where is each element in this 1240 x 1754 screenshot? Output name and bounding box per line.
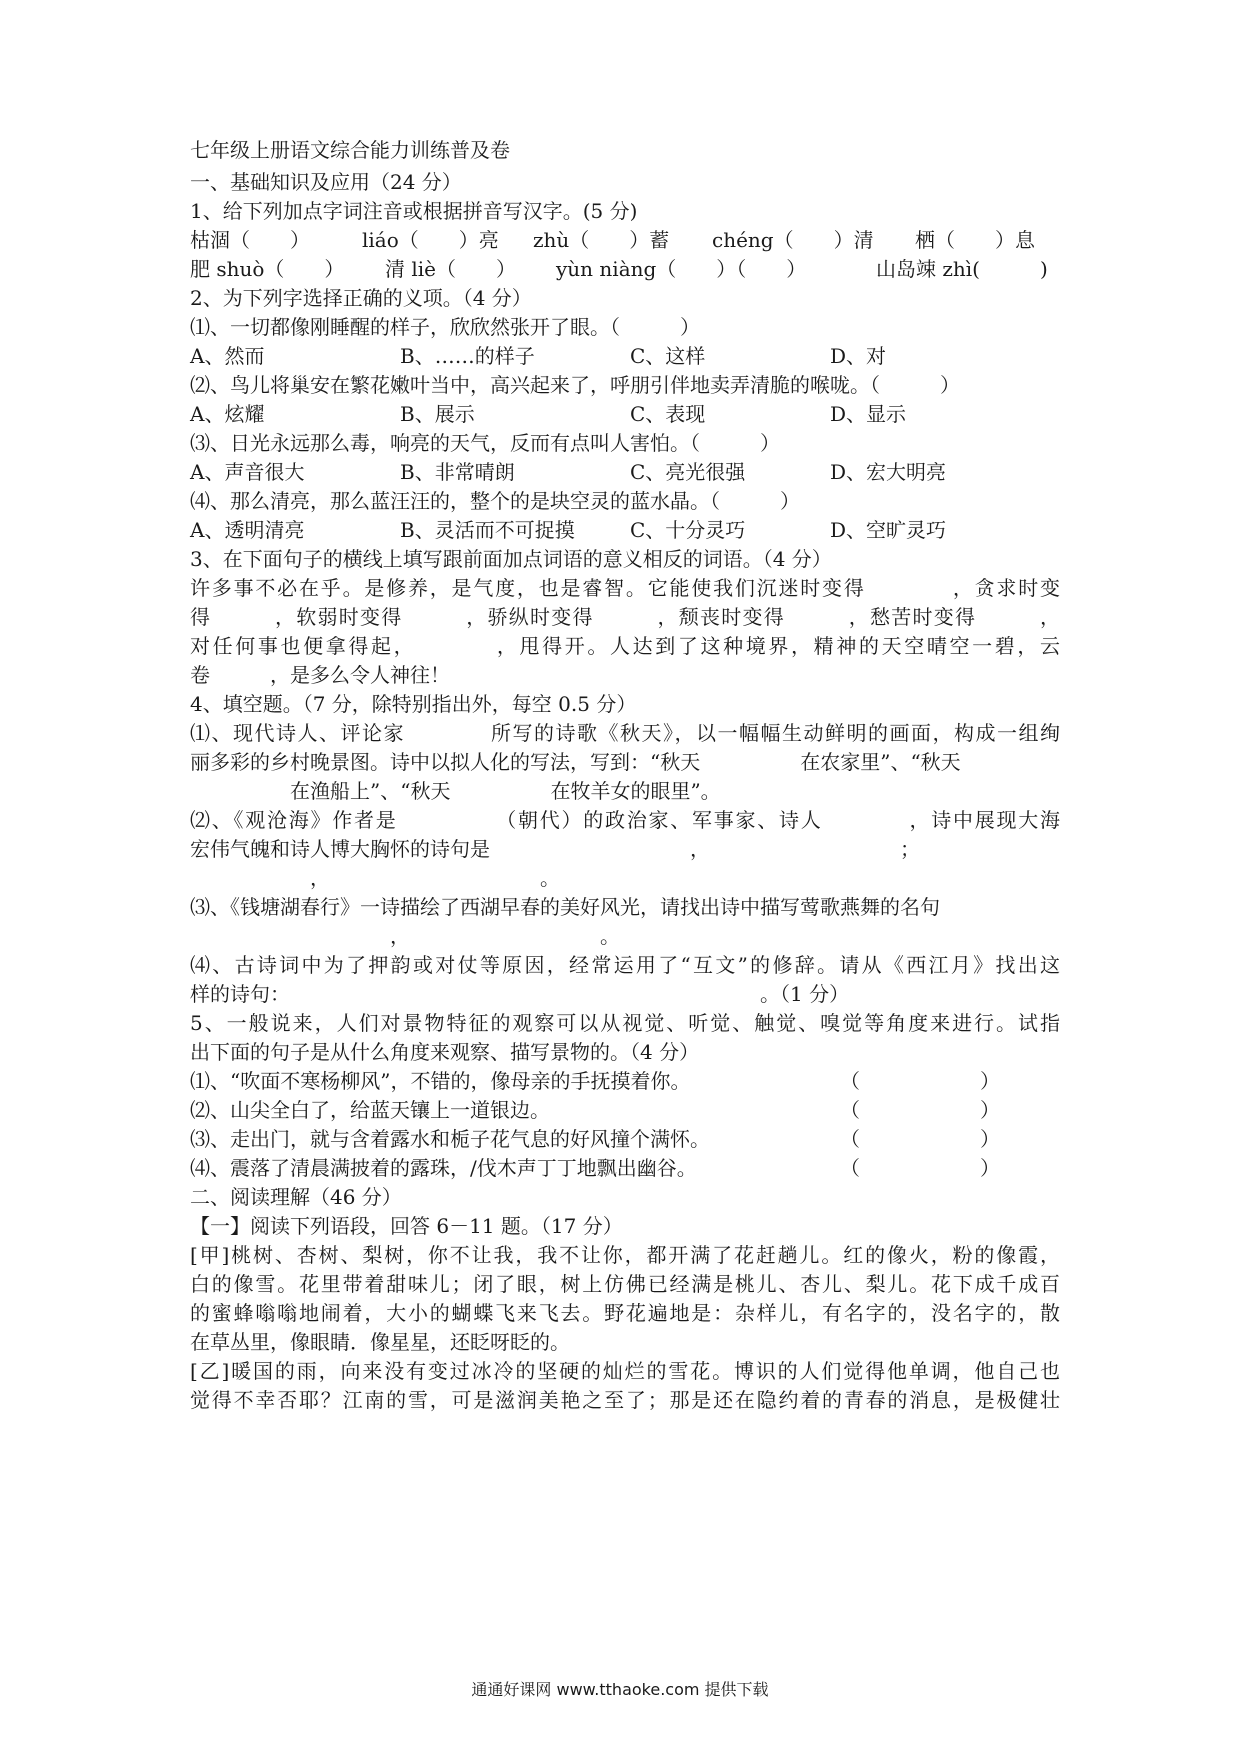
question-4-line: ⑷、古诗词中为了押韵或对仗等原因，经常运用了“互文”的修辞。请从《西江月》找出这: [190, 953, 1060, 977]
question-5-item: [190, 1156, 1060, 1180]
passage-jia-line: 白的像雪。花里带着甜味儿；闭了眼，树上仿佛已经满是桃儿、杏儿、梨儿。花下成千成百: [190, 1272, 1060, 1296]
question-3-line: 许多事不必在乎。是修养，是气度，也是睿智。它能使我们沉迷时变得 ，贪求时变: [190, 576, 1060, 600]
question-4-stem: 4、填空题。（7 分，除特别指出外，每空 0.5 分）: [190, 692, 637, 716]
question-4-line: 在渔船上”、“秋天 在牧羊女的眼里”。: [190, 779, 721, 803]
pinyin-item: 山岛竦 zhì( ): [876, 257, 1048, 281]
passage-jia-line: [甲]桃树、杏树、梨树，你不让我，我不让你，都开满了花赶趟儿。红的像火，粉的像霞，: [190, 1243, 1060, 1267]
option-d: D、空旷灵巧: [830, 518, 947, 542]
passage-jia-line: 的蜜蜂嗡嗡地闹着，大小的蝴蝶飞来飞去。野花遍地是：杂样儿，有名字的，没名字的，散: [190, 1301, 1060, 1325]
question-3-line: 得 ，软弱时变得 ，骄纵时变得 ，颓丧时变得 ，愁苦时变得 ，: [190, 605, 1060, 629]
section-heading-basic: 一、基础知识及应用（24 分）: [190, 170, 462, 194]
question-3-line: 卷 ，是多么令人神往！: [190, 663, 450, 687]
answer-paren: （ ）: [840, 1156, 1000, 1180]
option-a: A、声音很大: [190, 460, 305, 484]
pinyin-item: yùn niàng（ ）（ ）: [556, 257, 807, 281]
question-3-stem: 3、在下面句子的横线上填写跟前面加点词语的意义相反的词语。（4 分）: [190, 547, 832, 571]
item-text: ⑵、山尖全白了，给蓝天镶上一道银边。: [190, 1098, 550, 1122]
option-d: D、显示: [830, 402, 907, 426]
pinyin-item: 枯涸（ ）: [190, 228, 310, 252]
option-a: A、然而: [190, 344, 265, 368]
question-1-row-1: [190, 228, 1060, 252]
answer-paren: （ ）: [840, 1127, 1000, 1151]
question-4-line: ⑴、现代诗人、评论家 所写的诗歌《秋天》，以一幅幅生动鲜明的画面，构成一组绚: [190, 721, 1060, 745]
question-5-stem: 出下面的句子是从什么角度来观察、描写景物的。（4 分）: [190, 1040, 700, 1064]
pinyin-item: 肥 shuò（ ）: [190, 257, 345, 281]
question-4-line: ， 。: [190, 924, 620, 948]
question-4-line: 样的诗句： 。（1 分）: [190, 982, 850, 1006]
option-d: D、对: [830, 344, 887, 368]
item-text: ⑶、走出门，就与含着露水和栀子花气息的好风撞个满怀。: [190, 1127, 710, 1151]
option-a: A、炫耀: [190, 402, 265, 426]
item-text: ⑴、“吹面不寒杨柳风”，不错的，像母亲的手抚摸着你。: [190, 1069, 691, 1093]
question-2-sentence: ⑷、那么清亮，那么蓝汪汪的，整个的是块空灵的蓝水晶。（ ）: [190, 489, 800, 513]
question-2-options: [190, 344, 1060, 368]
option-c: C、这样: [630, 344, 706, 368]
question-4-line: ⑵、《观沧海》作者是 （朝代）的政治家、军事家、诗人 ，诗中展现大海: [190, 808, 1060, 832]
question-2-sentence: ⑴、一切都像刚睡醒的样子，欣欣然张开了眼。（ ）: [190, 315, 700, 339]
question-3-line: 对任何事也便拿得起， ，甩得开。人达到了这种境界，精神的天空晴空一碧，云: [190, 634, 1060, 658]
option-b: B、灵活而不可捉摸: [400, 518, 575, 542]
question-2-options: [190, 460, 1060, 484]
question-4-line: ⑶、《钱塘湖春行》一诗描绘了西湖早春的美好风光，请找出诗中描写莺歌燕舞的名句: [190, 895, 940, 919]
reading-part-1-title: 【一】阅读下列语段，回答 6－11 题。（17 分）: [190, 1214, 623, 1238]
option-c: C、亮光很强: [630, 460, 746, 484]
question-2-sentence: ⑶、日光永远那么毒，响亮的天气，反而有点叫人害怕。（ ）: [190, 431, 780, 455]
pinyin-item: chéng（ ）清: [712, 228, 874, 252]
pinyin-item: 栖（ ）息: [915, 228, 1035, 252]
question-5-item: [190, 1127, 1060, 1151]
question-4-line: 宏伟气魄和诗人博大胸怀的诗句是 ， ；: [190, 837, 920, 861]
document-title: 七年级上册语文综合能力训练普及卷: [190, 138, 510, 162]
question-5-item: [190, 1098, 1060, 1122]
question-1-stem: 1、给下列加点字词注音或根据拼音写汉字。(5 分): [190, 199, 638, 223]
option-c: C、表现: [630, 402, 706, 426]
question-4-line: ， 。: [190, 866, 560, 890]
option-b: B、……的样子: [400, 344, 535, 368]
question-4-line: 丽多彩的乡村晚景图。诗中以拟人化的写法，写到：“秋天 在农家里”、“秋天: [190, 750, 961, 774]
passage-yi-line: [乙]暖国的雨，向来没有变过冰冷的坚硬的灿烂的雪花。博识的人们觉得他单调，他自己也: [190, 1359, 1060, 1383]
answer-paren: （ ）: [840, 1069, 1000, 1093]
question-2-sentence: ⑵、鸟儿将巢安在繁花嫩叶当中，高兴起来了，呼朋引伴地卖弄清脆的喉咙。（ ）: [190, 373, 960, 397]
question-2-options: [190, 518, 1060, 542]
question-2-stem: 2、为下列字选择正确的义项。（4 分）: [190, 286, 532, 310]
page-footer: 通通好课网 www.tthaoke.com 提供下载: [471, 1680, 769, 1699]
option-d: D、宏大明亮: [830, 460, 947, 484]
question-5-item: [190, 1069, 1060, 1093]
passage-jia-line: 在草丛里，像眼睛．像星星，还眨呀眨的。: [190, 1330, 570, 1354]
section-heading-reading: 二、阅读理解（46 分）: [190, 1185, 402, 1209]
option-b: B、非常晴朗: [400, 460, 515, 484]
option-a: A、透明清亮: [190, 518, 305, 542]
option-b: B、展示: [400, 402, 475, 426]
question-2-options: [190, 402, 1060, 426]
item-text: ⑷、震落了清晨满披着的露珠，/伐木声丁丁地飘出幽谷。: [190, 1156, 697, 1180]
pinyin-item: 清 liè（ ）: [385, 257, 516, 281]
question-1-row-2: [190, 257, 1060, 281]
option-c: C、十分灵巧: [630, 518, 746, 542]
passage-yi-line: 觉得不幸否耶？江南的雪，可是滋润美艳之至了；那是还在隐约着的青春的消息，是极健壮: [190, 1388, 1060, 1412]
pinyin-item: zhù（ ）蓄: [533, 228, 670, 252]
pinyin-item: liáo（ ）亮: [362, 228, 499, 252]
question-5-stem: 5、一般说来，人们对景物特征的观察可以从视觉、听觉、触觉、嗅觉等角度来进行。试指: [190, 1011, 1060, 1035]
answer-paren: （ ）: [840, 1098, 1000, 1122]
